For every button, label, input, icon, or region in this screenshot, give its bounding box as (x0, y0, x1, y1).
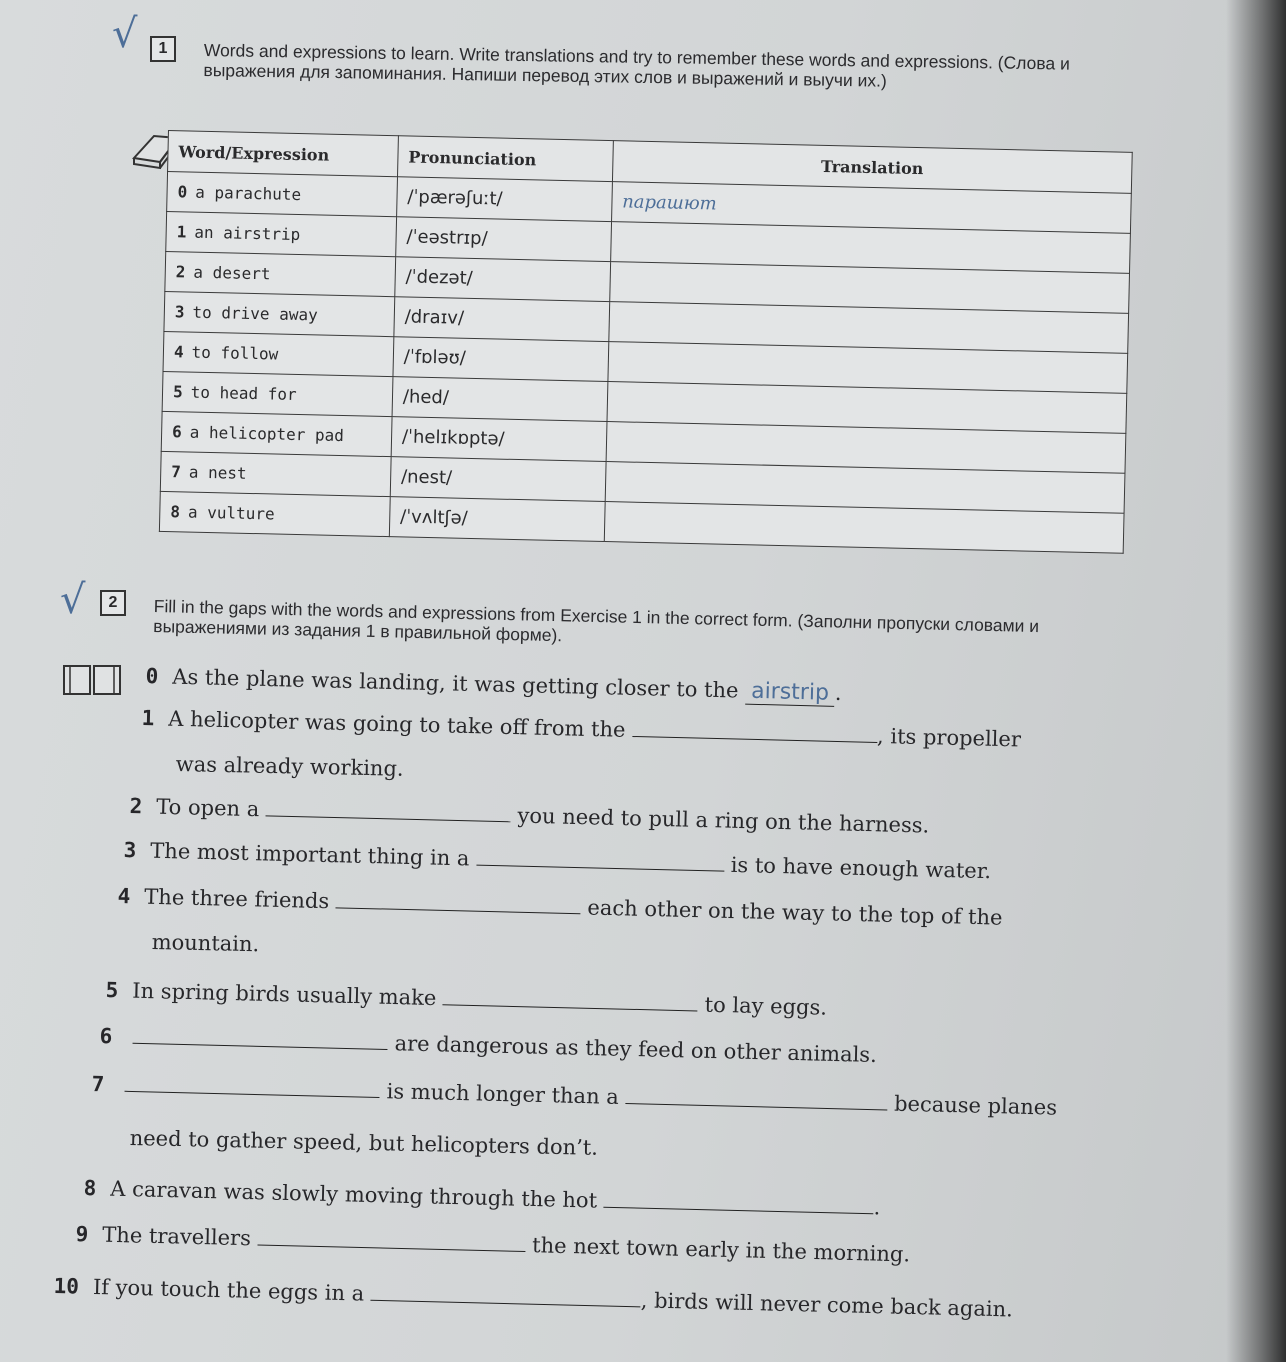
answer-gap[interactable] (125, 1075, 380, 1098)
answer-gap[interactable] (476, 849, 724, 872)
answer-gap[interactable] (336, 891, 581, 914)
sentence-4-continuation: mountain. (151, 930, 260, 957)
answer-gap[interactable] (133, 1027, 388, 1050)
open-book-icon (60, 662, 124, 698)
sentence-number: 9 (75, 1222, 89, 1247)
checkmark-icon: √ (112, 11, 138, 57)
sentence-1-continuation: was already working. (175, 752, 404, 781)
sentence-number: 3 (123, 838, 137, 863)
row-number: 1 (176, 222, 187, 242)
sentence-6 (99, 1024, 877, 1067)
pronunciation: /ˈhelɪkɒptə/ (391, 417, 607, 462)
sentence-text: because planes (893, 1091, 1058, 1120)
header-translation: Translation (612, 141, 1132, 194)
pronunciation: /ˈeəstrɪp/ (396, 217, 612, 262)
sentence-4 (117, 884, 1002, 930)
pronunciation: /ˈvʌltʃə/ (389, 497, 605, 542)
row-number: 2 (175, 262, 186, 282)
word: to follow (191, 342, 279, 364)
row-number: 5 (172, 382, 183, 402)
sentence-9 (75, 1222, 910, 1266)
vocabulary-table (159, 130, 1133, 554)
answer-gap[interactable] (371, 1284, 641, 1308)
answer-gap[interactable] (625, 1087, 887, 1110)
exercise-instruction: Fill in the gaps with the words and expressions from Exercise 1 in the correct form. (Заполни пропуски словами и выражениями из задания 1 в правильной форме). (153, 596, 1040, 646)
sentence-text: A helicopter was going to take off from the (168, 706, 626, 742)
header-word: Word/Expression (168, 131, 399, 177)
sentence-text: In spring birds usually make (132, 978, 437, 1011)
answer-gap[interactable] (604, 1191, 874, 1215)
sentence-text: is to have enough water. (730, 852, 992, 884)
sentence-text: The three friends (144, 884, 330, 914)
pronunciation: /nest/ (390, 457, 606, 502)
sentence-text: is much longer than a (386, 1079, 620, 1109)
pronunciation: /ˈpærəʃuːt/ (396, 177, 612, 222)
translation-cell[interactable]: парашют (611, 182, 1131, 234)
exercise-instruction: Words and expressions to learn. Write translations and try to remember these words and expressions. (Слова и выражения для запоминания. Напиши перевод этих слов и выражений и выучи их.) (203, 40, 1071, 91)
sentence-text: are dangerous as they feed on other animals. (394, 1031, 878, 1067)
sentence-text: A caravan was slowly moving through the hot (110, 1176, 598, 1213)
sentence-text: The most important thing in a (150, 838, 470, 871)
row-number: 0 (177, 182, 188, 202)
sentence-7 (91, 1072, 1057, 1120)
sentence-text: each other on the way to the top of the (587, 895, 1003, 930)
pronunciation: /hed/ (392, 377, 608, 422)
sentence-number: 7 (91, 1072, 105, 1097)
exercise-number: 2 (100, 590, 126, 616)
sentence-text: you need to pull a ring on the harness. (517, 803, 930, 838)
row-number: 7 (171, 462, 182, 482)
row-number: 6 (171, 422, 183, 442)
answer-gap[interactable] (443, 988, 698, 1011)
sentence-text: The travellers (102, 1222, 252, 1251)
word: an airstrip (194, 222, 301, 245)
sentence-number: 6 (99, 1024, 113, 1049)
book-spine-shadow (1226, 0, 1286, 1362)
sentence-number: 8 (83, 1176, 97, 1201)
pronunciation: /ˈdezət/ (395, 257, 611, 302)
word: to head for (190, 382, 297, 404)
sentence-8 (83, 1176, 880, 1219)
sentence-number: 2 (129, 794, 143, 819)
sentence-5 (105, 978, 827, 1020)
row-number: 3 (174, 302, 185, 322)
sentence-text: As the plane was landing, it was getting closer to the (172, 664, 739, 703)
sentence-text: to lay eggs. (704, 992, 828, 1020)
answer-gap[interactable]: airstrip (745, 679, 835, 707)
pronunciation: /draɪv/ (394, 297, 610, 342)
word: a parachute (195, 182, 302, 205)
sentence-number: 0 (145, 664, 159, 689)
row-number: 4 (173, 342, 184, 362)
sentence-text: , its propeller (876, 723, 1022, 752)
sentence-text: If you touch the eggs in a (92, 1274, 365, 1306)
word: a vulture (187, 502, 275, 524)
sentence-number: 5 (105, 978, 119, 1003)
sentence-1 (141, 706, 1021, 751)
answer-gap[interactable] (257, 1228, 525, 1252)
answer-gap[interactable] (632, 720, 877, 743)
word: to drive away (192, 302, 318, 325)
sentence-number: 4 (117, 884, 131, 909)
header-pronunciation: Pronunciation (397, 136, 613, 182)
sentence-text: , birds will never come back again. (640, 1288, 1014, 1322)
answer-gap[interactable] (266, 799, 511, 822)
sentence-text: To open a (156, 794, 260, 822)
vocabulary-table-wrapper (158, 130, 1133, 582)
sentence-2 (129, 794, 929, 838)
word: a helicopter pad (189, 422, 345, 446)
sentence-text: . (873, 1195, 881, 1220)
word: a desert (193, 262, 271, 284)
row-number: 8 (170, 502, 181, 522)
sentence-7-continuation: need to gather speed, but helicopters don’t. (129, 1126, 599, 1160)
pronunciation: /ˈfɒləʊ/ (393, 337, 609, 382)
exercise-number: 1 (150, 36, 176, 62)
sentence-3 (123, 838, 991, 883)
sentence-text: the next town early in the morning. (531, 1233, 911, 1267)
sentence-0 (145, 664, 842, 707)
checkmark-icon: √ (60, 577, 86, 623)
sentence-text: . (834, 680, 842, 706)
sentence-number: 1 (141, 706, 155, 731)
sentence-10 (53, 1274, 1013, 1321)
word: a nest (188, 462, 247, 483)
sentence-number: 10 (53, 1274, 80, 1299)
